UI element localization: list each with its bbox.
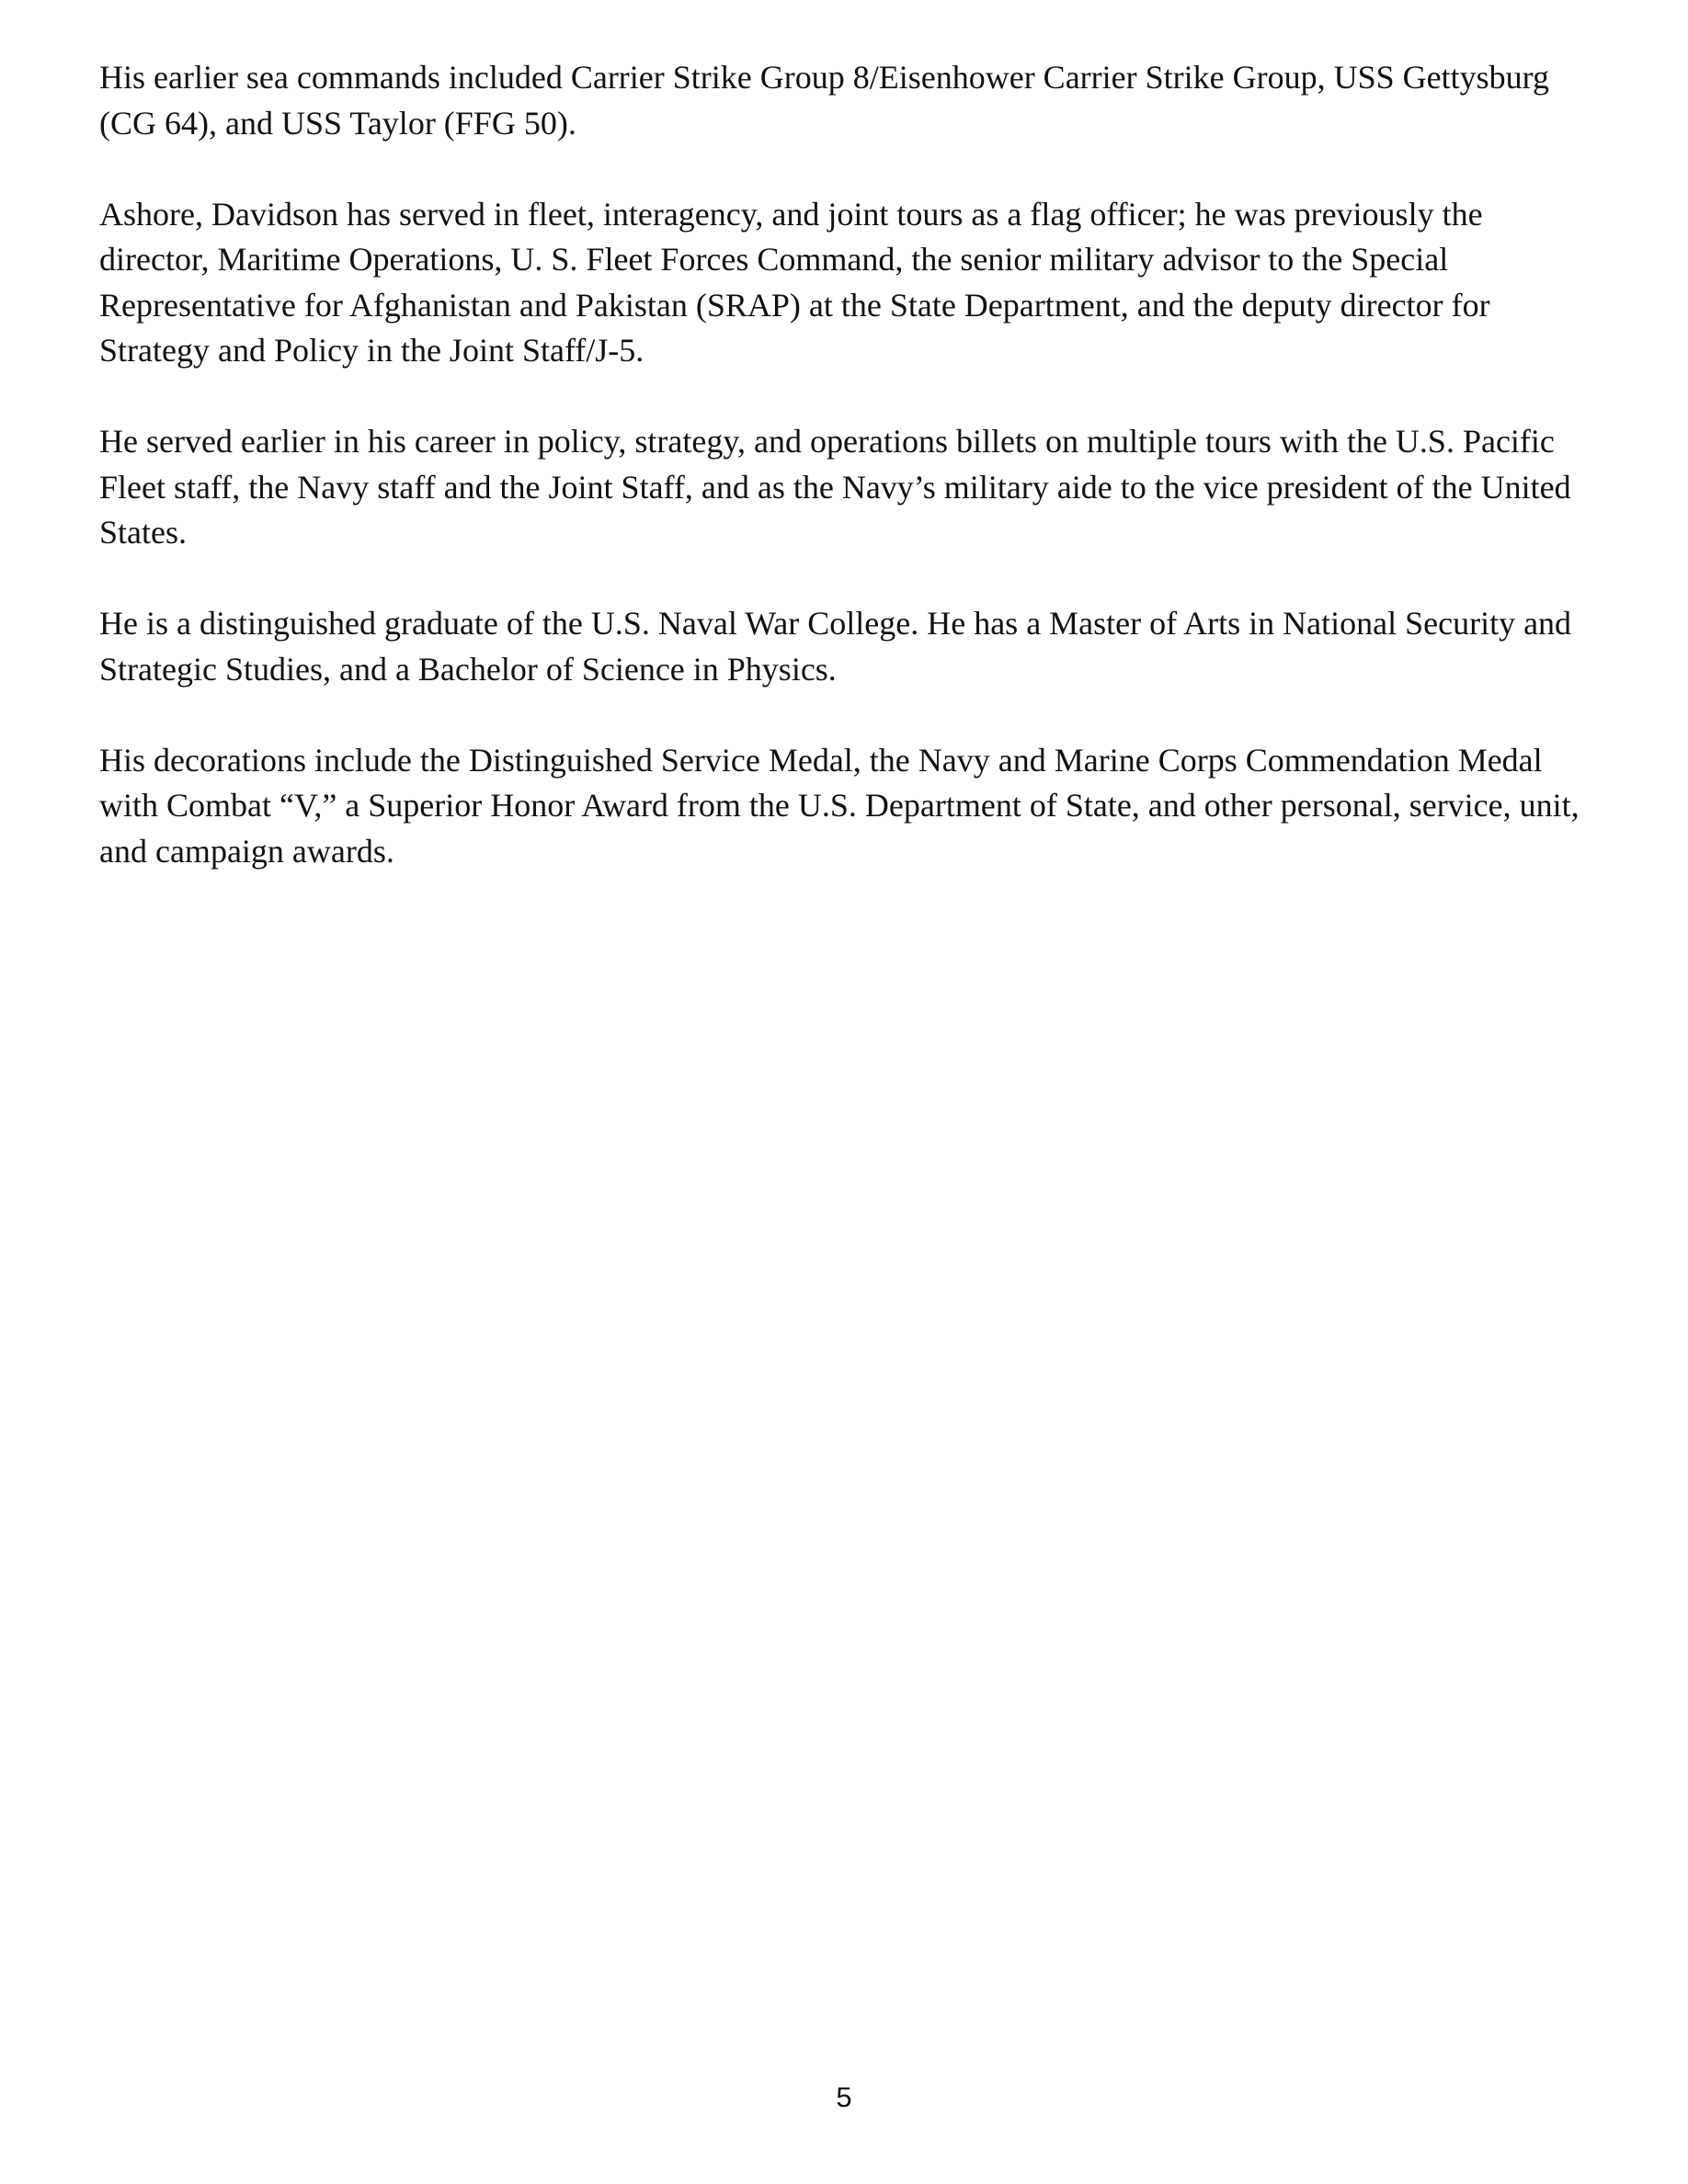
paragraph-decorations: His decorations include the Distinguished Service Medal, the Navy and Marine Corps Commendation Medal with Combat “V,” a Superior Honor Award from the U.S. Department of State, and other personal, service, unit, and campaign awards.: [99, 741, 1580, 870]
paragraph-earlier-career: He served earlier in his career in policy, strategy, and operations billets on multiple tours with the U.S. Pacific Fleet staff, the Navy staff and the Joint Staff, and as the Navy’s military aide to the vice president of the United States.: [99, 423, 1571, 551]
page-number: 5: [836, 2081, 852, 2113]
document-body: [99, 55, 1593, 920]
paragraph-education: He is a distinguished graduate of the U.S. Naval War College. He has a Master of Arts in National Security and Strategic Studies, and a Bachelor of Science in Physics.: [99, 605, 1572, 688]
paragraph-ashore-tours: Ashore, Davidson has served in fleet, interagency, and joint tours as a flag officer; he was previously the director, Maritime Operations, U. S. Fleet Forces Command, the senior military advisor to the Special Representative for Afghanistan and Pakistan (SRAP) at the State Department, and the deputy director for Strategy and Policy in the Joint Staff/J-5.: [99, 195, 1490, 369]
paragraph-sea-commands: His earlier sea commands included Carrier Strike Group 8/Eisenhower Carrier Strike Group, USS Gettysburg (CG 64), and USS Taylor (FFG 50).: [99, 59, 1549, 142]
